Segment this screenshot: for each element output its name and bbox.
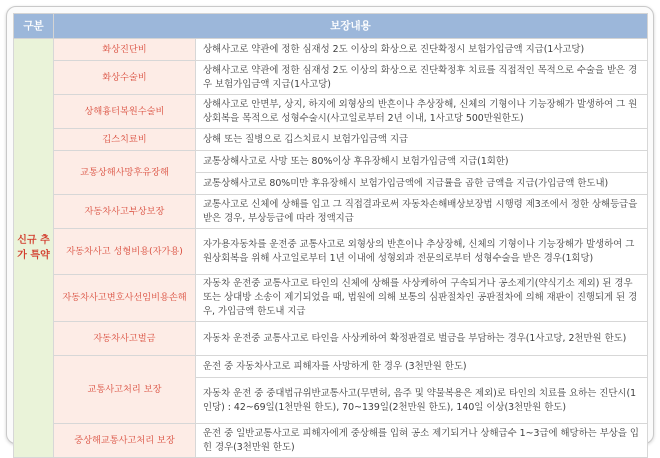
item-cell: 깁스치료비 [54,129,196,151]
desc-cell: 자동차 운전중 교통사고로 타인을 사상케하여 확정판결로 벌금을 부담하는 경우(1사고당, 2천만원 한도) [196,322,648,356]
table-row [14,275,648,322]
item-cell: 교통상해사망후유장해 [54,151,196,195]
desc-cell: 자가용자동차를 운전중 교통사고로 외형상의 반흔이나 추상장해, 신체의 기형이나 기능장해가 발생하여 그 원상회복을 위해 사고일로부터 1년 이내에 성형외과 전문의로부터 성형수술을 받은 경우(1회당) [196,229,648,275]
table-row [14,39,648,61]
item-cell: 자동차사고부상보장 [54,195,196,229]
table-row [14,129,648,151]
table-header-row [14,14,648,39]
desc-cell: 자동차 운전 중 중대법규위반교통사고(무면허, 음주 및 약물복용은 제외)로 타인의 치료를 요하는 진단시(1인당) : 42~69일(1천만원 한도), 70~139일(2천만원 한도), 140일 이상(3천만원 한도) [196,378,648,424]
desc-cell: 상해 또는 질병으로 깁스치료시 보험가입금액 지급 [196,129,648,151]
desc-cell: 교통상해사고로 사망 또는 80%이상 후유장해시 보험가입금액 지급(1회한) [196,151,648,173]
desc-cell: 교통사고로 신체에 상해를 입고 그 직접결과로써 자동차손해배상보장법 시행령 제3조에서 정한 상해등급을 받은 경우, 부상등급에 따라 정액지급 [196,195,648,229]
header-content: 보장내용 [54,14,648,39]
item-cell: 교통사고처리 보장 [54,356,196,424]
table-row [14,322,648,356]
table-row [14,95,648,129]
table-row [14,356,648,378]
desc-cell: 자동차 운전중 교통사고로 타인의 신체에 상해를 사상케하여 구속되거나 공소제기(약식기소 제외) 된 경우 또는 상대방 소송이 제기되었을 때, 법원에 의해 보통의 심판절차인 공판절차에 의해 재판이 진행되게 된 경우, 가입금액 한도내 지급 [196,275,648,322]
table-row [14,229,648,275]
category-cell: 신규 추가 특약 [14,39,54,458]
coverage-table [13,13,648,458]
table-row [14,61,648,95]
table-row [14,151,648,173]
item-cell: 화상수술비 [54,61,196,95]
item-cell: 화상진단비 [54,39,196,61]
header-category: 구분 [14,14,54,39]
table-row [14,424,648,458]
desc-cell: 상해사고로 약관에 정한 심재성 2도 이상의 화상으로 진단확정시 보험가입금액 지급(1사고당) [196,39,648,61]
desc-cell: 상해사고로 안면부, 상지, 하지에 외형상의 반흔이나 추상장해, 신체의 기형이나 기능장해가 발생하여 그 원상회복을 목적으로 성형수술시(사고일로부터 2년 이내, 1사고당 500만원한도) [196,95,648,129]
desc-cell: 운전 중 자동차사고로 피해자를 사망하게 한 경우 (3천만원 한도) [196,356,648,378]
item-cell: 상해흉터복원수술비 [54,95,196,129]
item-cell: 자동차사고 성형비용(자가용) [54,229,196,275]
desc-cell: 교통상해사고로 80%미만 후유장해시 보험가입금액에 지급률을 곱한 금액을 지급(가입금액 한도내) [196,173,648,195]
item-cell: 자동차사고변호사선임비용손해 [54,275,196,322]
table-row [14,195,648,229]
item-cell: 중상해교통사고처리 보장 [54,424,196,458]
table-frame [6,6,654,453]
desc-cell: 운전 중 일반교통사고로 피해자에게 중상해를 입혀 공소 제기되거나 상해급수 1~3급에 해당하는 부상을 입힌 경우(3천만원 한도) [196,424,648,458]
desc-cell: 상해사고로 약관에 정한 심재성 2도 이상의 화상으로 진단확정후 치료를 직접적인 목적으로 수술을 받은 경우 보험가입금액 지급(1사고당) [196,61,648,95]
item-cell: 자동차사고벌금 [54,322,196,356]
